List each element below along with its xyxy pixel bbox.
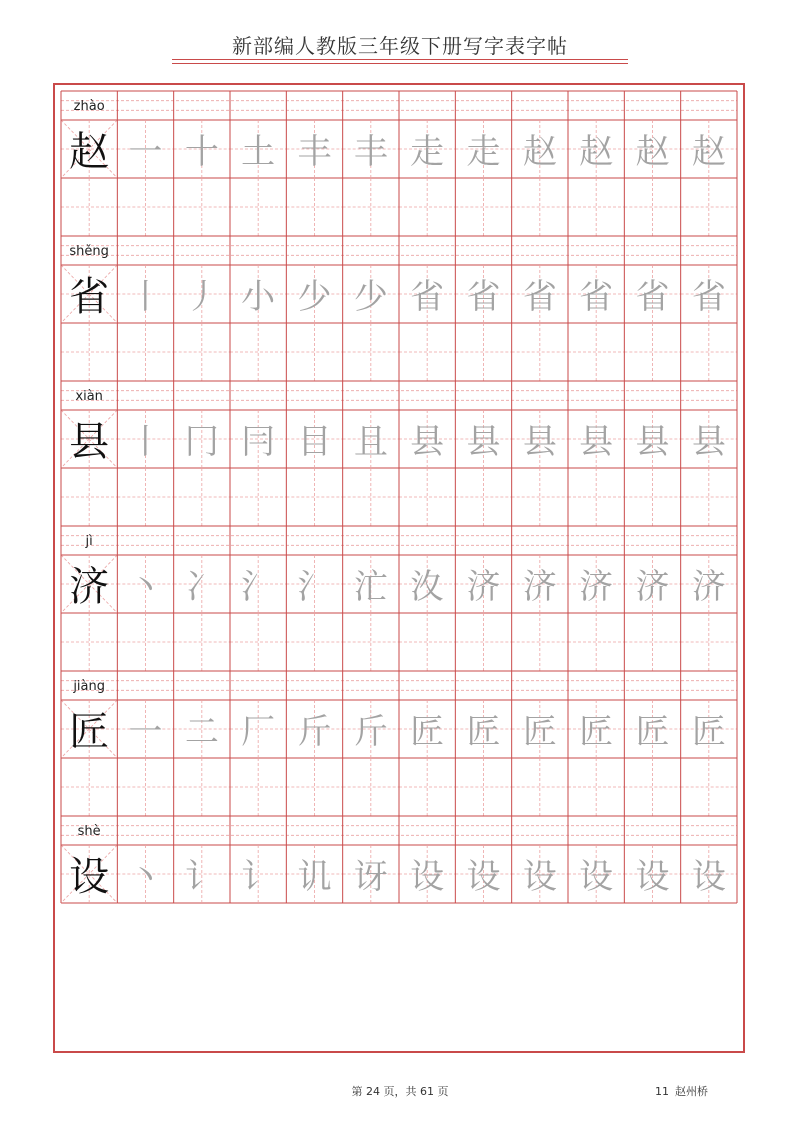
stroke-step-character: 县 — [410, 421, 445, 462]
model-character: 赵 — [69, 129, 110, 176]
stroke-step-character: 斤 — [297, 711, 332, 752]
stroke-step-character: 县 — [579, 421, 614, 462]
model-character: 设 — [69, 854, 110, 901]
stroke-step-character: 少 — [353, 276, 388, 317]
stroke-step-character: 丰 — [297, 131, 332, 172]
stroke-step-character: 赵 — [635, 131, 670, 172]
stroke-step-character: 设 — [410, 856, 445, 897]
stroke-step-character: 设 — [691, 856, 726, 897]
stroke-step-character: 十 — [184, 131, 219, 172]
pinyin-label: xiàn — [75, 389, 103, 405]
stroke-step-character: 二 — [184, 711, 219, 752]
stroke-step-character: 土 — [241, 131, 276, 172]
stroke-step-character: 省 — [579, 276, 614, 317]
stroke-step-character: 汷 — [410, 566, 445, 607]
stroke-step-character: 省 — [635, 276, 670, 317]
stroke-step-character: 丨 — [128, 421, 163, 462]
stroke-step-character: 济 — [635, 566, 670, 607]
stroke-step-character: 省 — [522, 276, 557, 317]
stroke-step-character: 且 — [353, 421, 388, 462]
pinyin-label: shè — [77, 824, 101, 840]
stroke-step-character: 县 — [691, 421, 726, 462]
model-character: 省 — [69, 274, 110, 321]
stroke-step-character: 匠 — [635, 711, 670, 752]
stroke-step-character: 丰 — [353, 131, 388, 172]
tianzige-grid — [53, 83, 745, 1053]
stroke-step-character: 氵 — [241, 566, 276, 607]
stroke-step-character: 匠 — [410, 711, 445, 752]
stroke-step-character: 济 — [466, 566, 501, 607]
stroke-step-character: 小 — [241, 276, 276, 317]
stroke-step-character: 丶 — [128, 856, 163, 897]
pinyin-label: jì — [85, 534, 93, 550]
model-character: 匠 — [69, 709, 110, 756]
stroke-step-character: 少 — [297, 276, 332, 317]
stroke-step-character: 县 — [635, 421, 670, 462]
stroke-step-character: 冫 — [184, 566, 219, 607]
stroke-step-character: 县 — [466, 421, 501, 462]
stroke-step-character: 丶 — [128, 566, 163, 607]
stroke-step-character: 匠 — [691, 711, 726, 752]
pinyin-label: shěng — [69, 244, 109, 260]
stroke-step-character: 走 — [410, 131, 445, 172]
pinyin-label: jiàng — [73, 679, 106, 695]
stroke-step-character: 一 — [128, 131, 163, 172]
stroke-step-character: 省 — [410, 276, 445, 317]
stroke-step-character: 丿 — [184, 276, 219, 317]
stroke-step-character: 赵 — [691, 131, 726, 172]
stroke-step-character: 县 — [522, 421, 557, 462]
lesson-title: 赵州桥 — [675, 1085, 708, 1098]
stroke-step-character: 济 — [691, 566, 726, 607]
pinyin-label: zhào — [73, 99, 105, 115]
stroke-step-character: 匠 — [579, 711, 614, 752]
stroke-step-character: 讶 — [353, 856, 388, 897]
stroke-step-character: 设 — [466, 856, 501, 897]
stroke-step-character: 济 — [579, 566, 614, 607]
stroke-step-character: 匠 — [522, 711, 557, 752]
stroke-step-character: 冂 — [184, 421, 219, 462]
stroke-step-character: 走 — [466, 131, 501, 172]
model-character: 济 — [69, 564, 110, 611]
stroke-step-character: 设 — [579, 856, 614, 897]
stroke-step-character: 匠 — [466, 711, 501, 752]
stroke-step-character: 冃 — [241, 421, 276, 462]
stroke-step-character: 厂 — [241, 711, 276, 752]
stroke-step-character: 汒 — [353, 566, 388, 607]
stroke-step-character: 省 — [691, 276, 726, 317]
stroke-step-character: 斤 — [353, 711, 388, 752]
stroke-step-character: 赵 — [579, 131, 614, 172]
stroke-step-character: 省 — [466, 276, 501, 317]
stroke-step-character: 赵 — [522, 131, 557, 172]
stroke-step-character: 一 — [128, 711, 163, 752]
stroke-step-character: 氵 — [297, 566, 332, 607]
stroke-step-character: 济 — [522, 566, 557, 607]
page-title: 新部编人教版三年级下册写字表字帖 — [232, 34, 568, 58]
stroke-step-character: 目 — [297, 421, 332, 462]
stroke-step-character: 设 — [635, 856, 670, 897]
stroke-step-character: 讠 — [184, 856, 219, 897]
stroke-step-character: 设 — [522, 856, 557, 897]
stroke-step-character: 丨 — [128, 276, 163, 317]
model-character: 县 — [69, 419, 110, 466]
title-underline — [172, 59, 628, 60]
page-number: 第 24 页，共 61 页 — [351, 1085, 449, 1098]
lesson-label — [655, 1083, 708, 1099]
copybook-sheet — [53, 83, 745, 1053]
stroke-step-character: 讠 — [241, 856, 276, 897]
lesson-number: 11 — [655, 1085, 669, 1098]
title-underline-thin — [172, 63, 628, 64]
stroke-step-character: 讥 — [297, 856, 332, 897]
